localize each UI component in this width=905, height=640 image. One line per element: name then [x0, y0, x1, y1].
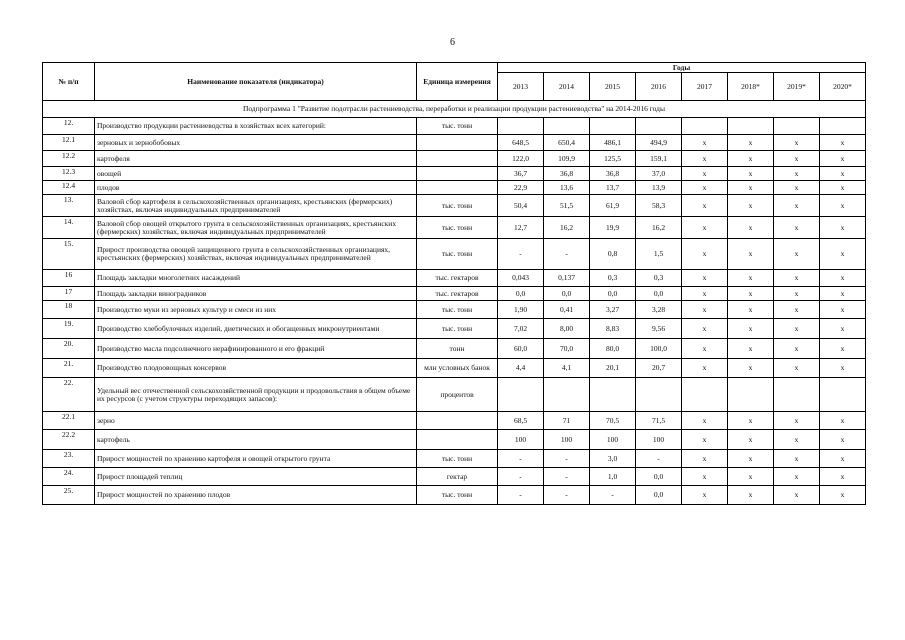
- value-cell: х: [820, 181, 866, 195]
- unit-cell: тыс. тонн: [417, 450, 498, 468]
- value-cell: 37,0: [636, 167, 682, 181]
- unit-cell: тыс. тонн: [417, 217, 498, 239]
- value-cell: 36,8: [590, 167, 636, 181]
- unit-cell: процентов: [417, 378, 498, 412]
- value-cell: х: [820, 135, 866, 151]
- header-num: № п/п: [43, 63, 95, 101]
- value-cell: 648,5: [498, 135, 544, 151]
- value-cell: х: [682, 135, 728, 151]
- value-cell: 70,0: [544, 339, 590, 359]
- value-cell: 16,2: [636, 217, 682, 239]
- indicator-name: Производство продукции растениеводства в хозяйствах всех категорий:: [95, 118, 417, 135]
- row-number: 24.: [43, 468, 95, 486]
- value-cell: х: [682, 151, 728, 167]
- table-row: [43, 239, 866, 270]
- table-row: [43, 468, 866, 486]
- value-cell: х: [728, 181, 774, 195]
- unit-cell: [417, 181, 498, 195]
- unit-cell: [417, 412, 498, 430]
- unit-cell: [417, 151, 498, 167]
- value-cell: 13,6: [544, 181, 590, 195]
- value-cell: х: [774, 151, 820, 167]
- value-cell: 0,0: [636, 486, 682, 505]
- row-number: 25.: [43, 486, 95, 505]
- header-unit: Единица измерения: [417, 63, 498, 101]
- value-cell: х: [820, 468, 866, 486]
- value-cell: 100: [590, 430, 636, 450]
- unit-cell: [417, 167, 498, 181]
- unit-cell: тыс. тонн: [417, 301, 498, 319]
- value-cell: 4,1: [544, 359, 590, 378]
- value-cell: [728, 118, 774, 135]
- row-number: 18: [43, 301, 95, 319]
- indicator-name: плодов: [95, 181, 417, 195]
- value-cell: [590, 118, 636, 135]
- value-cell: х: [682, 301, 728, 319]
- value-cell: 9,56: [636, 319, 682, 339]
- value-cell: х: [820, 195, 866, 217]
- unit-cell: тыс. тонн: [417, 118, 498, 135]
- value-cell: [820, 378, 866, 412]
- indicator-name: овощей: [95, 167, 417, 181]
- value-cell: х: [774, 270, 820, 287]
- value-cell: 0,0: [636, 468, 682, 486]
- header-years: Годы: [498, 63, 866, 73]
- value-cell: 13,7: [590, 181, 636, 195]
- row-number: 16: [43, 270, 95, 287]
- value-cell: х: [728, 468, 774, 486]
- row-number: 19.: [43, 319, 95, 339]
- value-cell: х: [728, 167, 774, 181]
- value-cell: х: [728, 151, 774, 167]
- value-cell: 68,5: [498, 412, 544, 430]
- value-cell: [544, 118, 590, 135]
- value-cell: х: [820, 359, 866, 378]
- page-number: 6: [450, 37, 455, 48]
- indicator-name: Площадь закладки многолетних насаждений: [95, 270, 417, 287]
- value-cell: 494,9: [636, 135, 682, 151]
- value-cell: 13,9: [636, 181, 682, 195]
- indicator-name: Производство плодоовощных консервов: [95, 359, 417, 378]
- value-cell: х: [728, 359, 774, 378]
- value-cell: [728, 378, 774, 412]
- value-cell: 22,9: [498, 181, 544, 195]
- value-cell: х: [774, 339, 820, 359]
- value-cell: х: [774, 195, 820, 217]
- indicator-name: зерновых и зернобобовых: [95, 135, 417, 151]
- value-cell: -: [498, 450, 544, 468]
- value-cell: -: [498, 486, 544, 505]
- value-cell: х: [774, 450, 820, 468]
- indicator-name: Производство масла подсолнечного нерафинированного и его фракций: [95, 339, 417, 359]
- value-cell: 4,4: [498, 359, 544, 378]
- value-cell: х: [820, 450, 866, 468]
- value-cell: х: [774, 412, 820, 430]
- value-cell: х: [728, 430, 774, 450]
- value-cell: 20,1: [590, 359, 636, 378]
- value-cell: х: [774, 239, 820, 270]
- value-cell: х: [820, 270, 866, 287]
- value-cell: 8,00: [544, 319, 590, 339]
- value-cell: х: [682, 181, 728, 195]
- header-year: 2019*: [774, 73, 820, 101]
- value-cell: 0,41: [544, 301, 590, 319]
- value-cell: 1,0: [590, 468, 636, 486]
- value-cell: х: [728, 486, 774, 505]
- value-cell: х: [728, 195, 774, 217]
- value-cell: 0,0: [544, 287, 590, 301]
- unit-cell: тонн: [417, 339, 498, 359]
- value-cell: х: [820, 287, 866, 301]
- unit-cell: [417, 430, 498, 450]
- indicator-name: картофеля: [95, 151, 417, 167]
- indicator-name: Производство муки из зерновых культур и смеси из них: [95, 301, 417, 319]
- value-cell: 12,7: [498, 217, 544, 239]
- value-cell: 70,5: [590, 412, 636, 430]
- value-cell: [774, 378, 820, 412]
- row-number: 20.: [43, 339, 95, 359]
- value-cell: х: [682, 486, 728, 505]
- unit-cell: тыс. тонн: [417, 239, 498, 270]
- value-cell: х: [682, 468, 728, 486]
- header-name: Наименование показателя (индикатора): [95, 63, 417, 101]
- value-cell: х: [728, 270, 774, 287]
- value-cell: 1,90: [498, 301, 544, 319]
- value-cell: х: [728, 450, 774, 468]
- value-cell: [682, 378, 728, 412]
- table-row: [43, 430, 866, 450]
- value-cell: 50,4: [498, 195, 544, 217]
- value-cell: 7,02: [498, 319, 544, 339]
- value-cell: х: [774, 301, 820, 319]
- value-cell: [636, 378, 682, 412]
- row-number: 15.: [43, 239, 95, 270]
- value-cell: х: [682, 412, 728, 430]
- header-year: 2013: [498, 73, 544, 101]
- value-cell: [820, 118, 866, 135]
- row-number: 12.3: [43, 167, 95, 181]
- table-row: [43, 486, 866, 505]
- row-number: 21.: [43, 359, 95, 378]
- table-row: [43, 270, 866, 287]
- value-cell: 0,137: [544, 270, 590, 287]
- value-cell: 0,0: [498, 287, 544, 301]
- value-cell: 0,3: [636, 270, 682, 287]
- value-cell: 650,4: [544, 135, 590, 151]
- value-cell: [636, 118, 682, 135]
- table-row: [43, 167, 866, 181]
- value-cell: х: [774, 468, 820, 486]
- table-row: [43, 378, 866, 412]
- value-cell: 100: [636, 430, 682, 450]
- value-cell: 0,3: [590, 270, 636, 287]
- value-cell: х: [820, 239, 866, 270]
- indicator-name: Валовой сбор картофеля в сельскохозяйственных организациях, крестьянских (фермерских) хозяйствах, включая индивидуальных предпринимателей: [95, 195, 417, 217]
- value-cell: х: [682, 359, 728, 378]
- table-row: [43, 301, 866, 319]
- value-cell: 60,0: [498, 339, 544, 359]
- header-year: 2016: [636, 73, 682, 101]
- subprogram-title: Подпрограмма 1 "Развитие подотрасли растениеводства, переработки и реализации продукции растениеводства" на 2014-2016 годы: [43, 101, 866, 118]
- header-year: 2015: [590, 73, 636, 101]
- value-cell: -: [590, 486, 636, 505]
- indicator-name: Прирост мощностей по хранению плодов: [95, 486, 417, 505]
- value-cell: х: [728, 319, 774, 339]
- value-cell: 71,5: [636, 412, 682, 430]
- value-cell: -: [498, 239, 544, 270]
- value-cell: [544, 378, 590, 412]
- unit-cell: гектар: [417, 468, 498, 486]
- value-cell: х: [820, 151, 866, 167]
- value-cell: 0,0: [590, 287, 636, 301]
- row-number: 12.2: [43, 151, 95, 167]
- row-number: 14.: [43, 217, 95, 239]
- indicator-name: Прирост производства овощей защищенного грунта в сельскохозяйственных организациях, крестьянских (фермерских) хозяйствах, включая индивидуальных предпринимателей: [95, 239, 417, 270]
- value-cell: 159,1: [636, 151, 682, 167]
- table-row: [43, 319, 866, 339]
- value-cell: х: [728, 135, 774, 151]
- row-number: 12.: [43, 118, 95, 135]
- unit-cell: тыс. тонн: [417, 195, 498, 217]
- value-cell: х: [774, 287, 820, 301]
- unit-cell: млн условных банок: [417, 359, 498, 378]
- value-cell: х: [682, 217, 728, 239]
- row-number: 13.: [43, 195, 95, 217]
- table-row: [43, 118, 866, 135]
- table-row: [43, 151, 866, 167]
- header-year: 2020*: [820, 73, 866, 101]
- indicator-name: Валовой сбор овощей открытого грунта в сельскохозяйственных организациях, крестьянских (фермерских) хозяйствах, включая индивидуальных предпринимателей: [95, 217, 417, 239]
- row-number: 17: [43, 287, 95, 301]
- value-cell: -: [544, 239, 590, 270]
- table-row: [43, 450, 866, 468]
- table-row: [43, 181, 866, 195]
- value-cell: 100: [498, 430, 544, 450]
- value-cell: 71: [544, 412, 590, 430]
- value-cell: х: [682, 270, 728, 287]
- indicator-name: Прирост мощностей по хранению картофеля и овощей открытого грунта: [95, 450, 417, 468]
- unit-cell: тыс. тонн: [417, 319, 498, 339]
- value-cell: х: [774, 217, 820, 239]
- value-cell: 3,0: [590, 450, 636, 468]
- value-cell: х: [682, 239, 728, 270]
- value-cell: х: [682, 450, 728, 468]
- value-cell: 0,0: [636, 287, 682, 301]
- row-number: 22.1: [43, 412, 95, 430]
- value-cell: [498, 378, 544, 412]
- value-cell: 36,8: [544, 167, 590, 181]
- value-cell: 3,28: [636, 301, 682, 319]
- value-cell: х: [774, 167, 820, 181]
- value-cell: х: [682, 430, 728, 450]
- value-cell: 486,1: [590, 135, 636, 151]
- value-cell: х: [728, 301, 774, 319]
- row-number: 12.4: [43, 181, 95, 195]
- row-number: 12.1: [43, 135, 95, 151]
- indicator-name: Площадь закладки виноградников: [95, 287, 417, 301]
- value-cell: х: [774, 319, 820, 339]
- value-cell: 36,7: [498, 167, 544, 181]
- value-cell: х: [820, 430, 866, 450]
- value-cell: х: [774, 181, 820, 195]
- value-cell: х: [774, 486, 820, 505]
- value-cell: х: [728, 412, 774, 430]
- value-cell: 8,83: [590, 319, 636, 339]
- value-cell: х: [682, 287, 728, 301]
- value-cell: 19,9: [590, 217, 636, 239]
- value-cell: [682, 118, 728, 135]
- table-row: [43, 339, 866, 359]
- value-cell: -: [544, 486, 590, 505]
- value-cell: х: [820, 339, 866, 359]
- value-cell: 58,3: [636, 195, 682, 217]
- value-cell: х: [682, 319, 728, 339]
- value-cell: х: [728, 239, 774, 270]
- value-cell: 51,5: [544, 195, 590, 217]
- value-cell: х: [682, 167, 728, 181]
- row-number: 22.2: [43, 430, 95, 450]
- table-row: [43, 412, 866, 430]
- unit-cell: тыс. гектаров: [417, 287, 498, 301]
- table-row: [43, 135, 866, 151]
- row-number: 23.: [43, 450, 95, 468]
- value-cell: 0,043: [498, 270, 544, 287]
- value-cell: 20,7: [636, 359, 682, 378]
- value-cell: 0,8: [590, 239, 636, 270]
- value-cell: 100: [544, 430, 590, 450]
- value-cell: х: [820, 319, 866, 339]
- value-cell: х: [774, 359, 820, 378]
- value-cell: х: [820, 217, 866, 239]
- value-cell: х: [820, 412, 866, 430]
- header-year: 2018*: [728, 73, 774, 101]
- unit-cell: [417, 135, 498, 151]
- value-cell: [590, 378, 636, 412]
- value-cell: 16,2: [544, 217, 590, 239]
- value-cell: х: [728, 217, 774, 239]
- value-cell: 80,0: [590, 339, 636, 359]
- value-cell: -: [544, 450, 590, 468]
- value-cell: х: [728, 287, 774, 301]
- value-cell: -: [544, 468, 590, 486]
- value-cell: -: [636, 450, 682, 468]
- unit-cell: тыс. тонн: [417, 486, 498, 505]
- table-row: [43, 217, 866, 239]
- value-cell: 1,5: [636, 239, 682, 270]
- value-cell: х: [774, 135, 820, 151]
- value-cell: -: [498, 468, 544, 486]
- value-cell: х: [774, 430, 820, 450]
- value-cell: х: [820, 486, 866, 505]
- value-cell: 61,9: [590, 195, 636, 217]
- indicator-name: картофель: [95, 430, 417, 450]
- value-cell: [774, 118, 820, 135]
- value-cell: х: [682, 195, 728, 217]
- value-cell: х: [820, 301, 866, 319]
- value-cell: х: [728, 339, 774, 359]
- indicator-name: Прирост площадей теплиц: [95, 468, 417, 486]
- table-row: [43, 287, 866, 301]
- value-cell: 125,5: [590, 151, 636, 167]
- indicators-table: [42, 62, 866, 505]
- value-cell: х: [682, 339, 728, 359]
- header-year: 2014: [544, 73, 590, 101]
- indicator-name: Производство хлебобулочных изделий, диетических и обогащенных микронутриентами: [95, 319, 417, 339]
- indicator-name: Удельный вес отечественной сельскохозяйственной продукции и продовольствия в общем объеме их ресурсов (с учетом структуры переходящих запасов):: [95, 378, 417, 412]
- row-number: 22.: [43, 378, 95, 412]
- table-row: [43, 359, 866, 378]
- value-cell: 100,0: [636, 339, 682, 359]
- header-year: 2017: [682, 73, 728, 101]
- value-cell: х: [820, 167, 866, 181]
- table-row: [43, 195, 866, 217]
- indicator-name: зерно: [95, 412, 417, 430]
- value-cell: [498, 118, 544, 135]
- unit-cell: тыс. гектаров: [417, 270, 498, 287]
- value-cell: 3,27: [590, 301, 636, 319]
- value-cell: 122,0: [498, 151, 544, 167]
- value-cell: 109,9: [544, 151, 590, 167]
